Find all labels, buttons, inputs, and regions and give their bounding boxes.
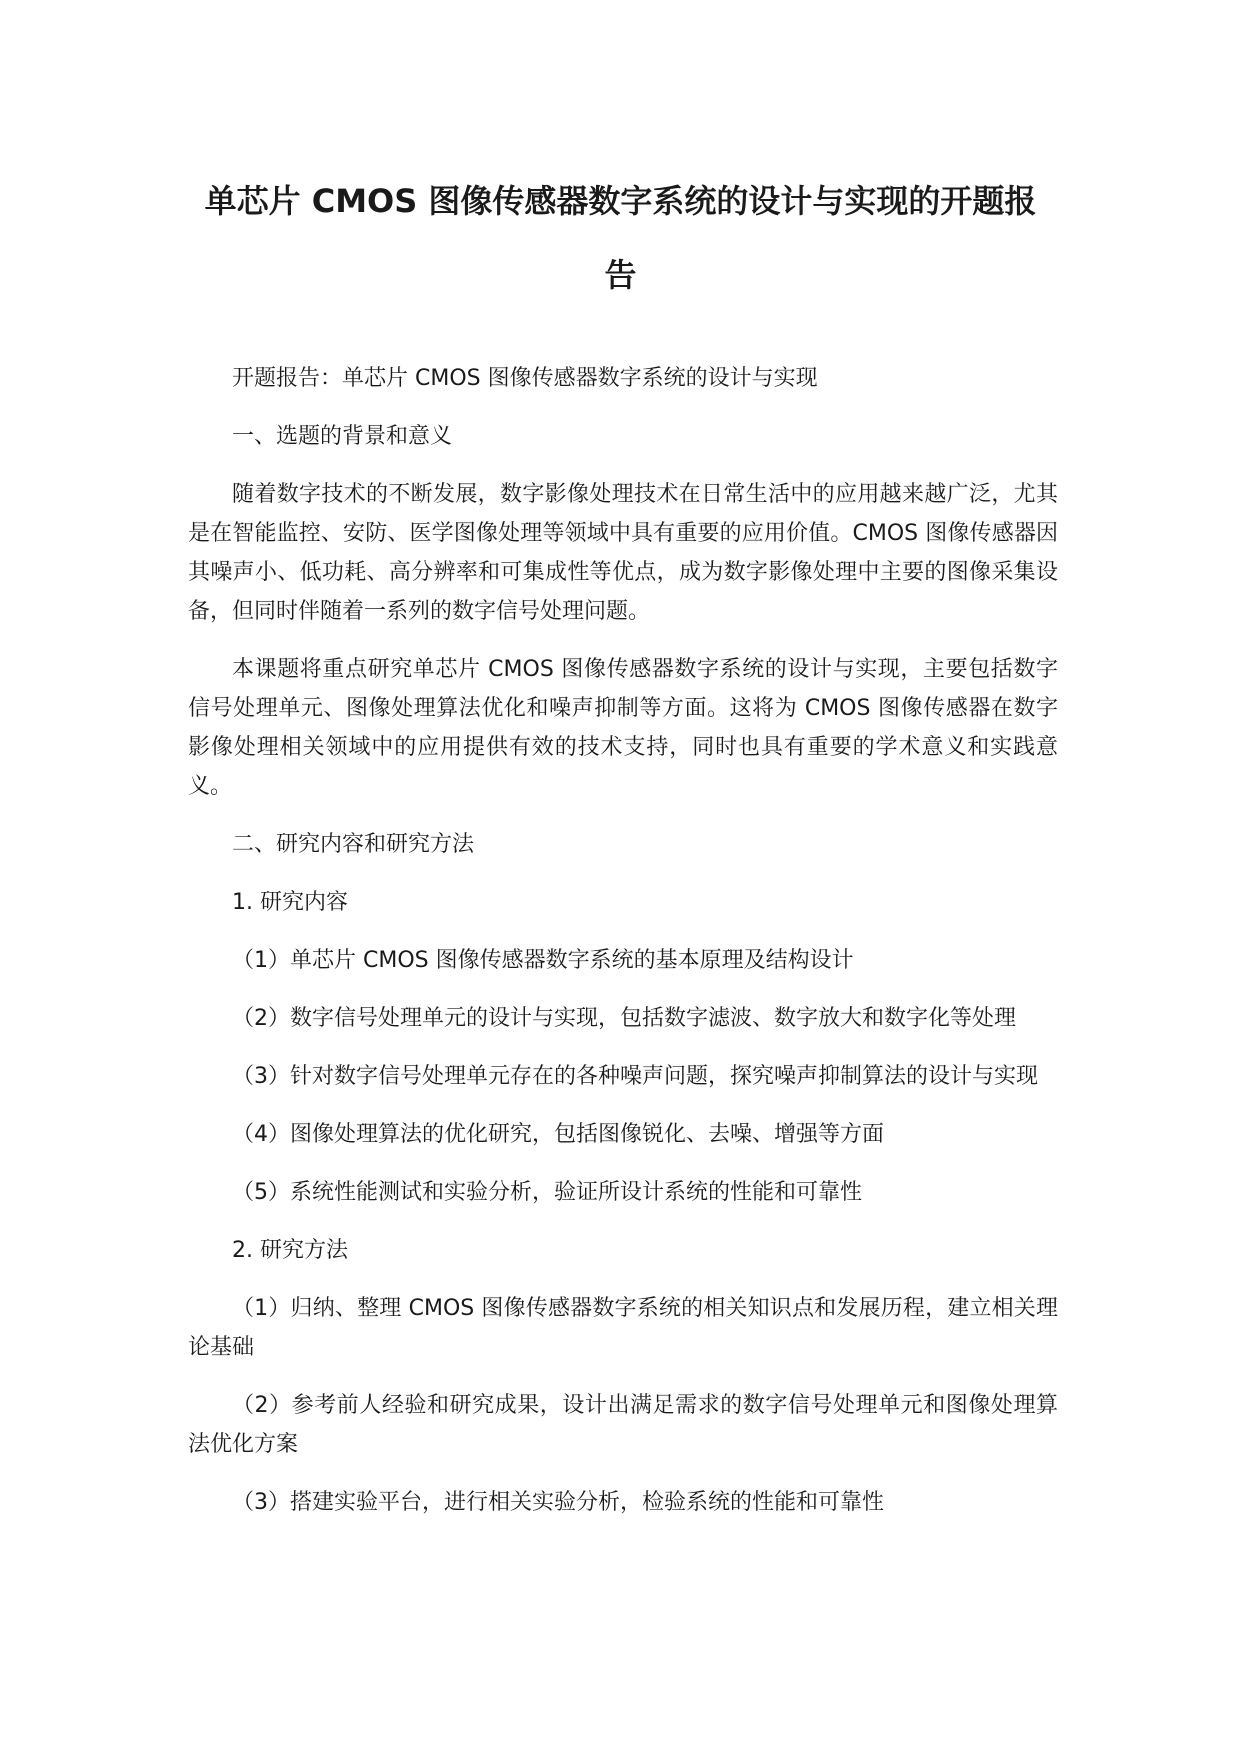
method-item-2: （2）参考前人经验和研究成果，设计出满足需求的数字信号处理单元和图像处理算法优化方案	[188, 1393, 1058, 1457]
document-title-line-1: 单芯片 CMOS 图像传感器数字系统的设计与实现的开题报	[204, 182, 1037, 220]
content-item-4: （4）图像处理算法的优化研究，包括图像锐化、去噪、增强等方面	[232, 1122, 884, 1147]
content-item-3: （3）针对数字信号处理单元存在的各种噪声问题，探究噪声抑制算法的设计与实现	[232, 1064, 1038, 1089]
subheading-research-method: 2. 研究方法	[232, 1238, 348, 1263]
subheading-research-content: 1. 研究内容	[232, 890, 348, 915]
method-item-3: （3）搭建实验平台，进行相关实验分析，检验系统的性能和可靠性	[232, 1490, 884, 1515]
content-item-2: （2）数字信号处理单元的设计与实现，包括数字滤波、数字放大和数字化等处理	[232, 1006, 1016, 1031]
paragraph-background: 随着数字技术的不断发展，数字影像处理技术在日常生活中的应用越来越广泛，尤其是在智能监控、安防、医学图像处理等领域中具有重要的应用价值。CMOS 图像传感器因其噪声小、低功耗、高分辨率和可集成性等优点，成为数字影像处理中主要的图像采集设备，但同时伴随着一系列的数字信号处理问题。	[188, 482, 1058, 624]
section-heading-research: 二、研究内容和研究方法	[232, 832, 475, 857]
content-item-5: （5）系统性能测试和实验分析，验证所设计系统的性能和可靠性	[232, 1180, 862, 1205]
method-item-1: （1）归纳、整理 CMOS 图像传感器数字系统的相关知识点和发展历程，建立相关理论基础	[188, 1296, 1058, 1360]
report-subject: 开题报告：单芯片 CMOS 图像传感器数字系统的设计与实现	[232, 366, 818, 391]
document-title-line-2: 告	[604, 256, 637, 294]
document-body	[188, 359, 1058, 1541]
content-item-1: （1）单芯片 CMOS 图像传感器数字系统的基本原理及结构设计	[232, 948, 854, 973]
paragraph-significance: 本课题将重点研究单芯片 CMOS 图像传感器数字系统的设计与实现，主要包括数字信号处理单元、图像处理算法优化和噪声抑制等方面。这将为 CMOS 图像传感器在数字影像处理相关领域中的应用提供有效的技术支持，同时也具有重要的学术意义和实践意义。	[188, 657, 1058, 799]
section-heading-background: 一、选题的背景和意义	[232, 424, 453, 449]
